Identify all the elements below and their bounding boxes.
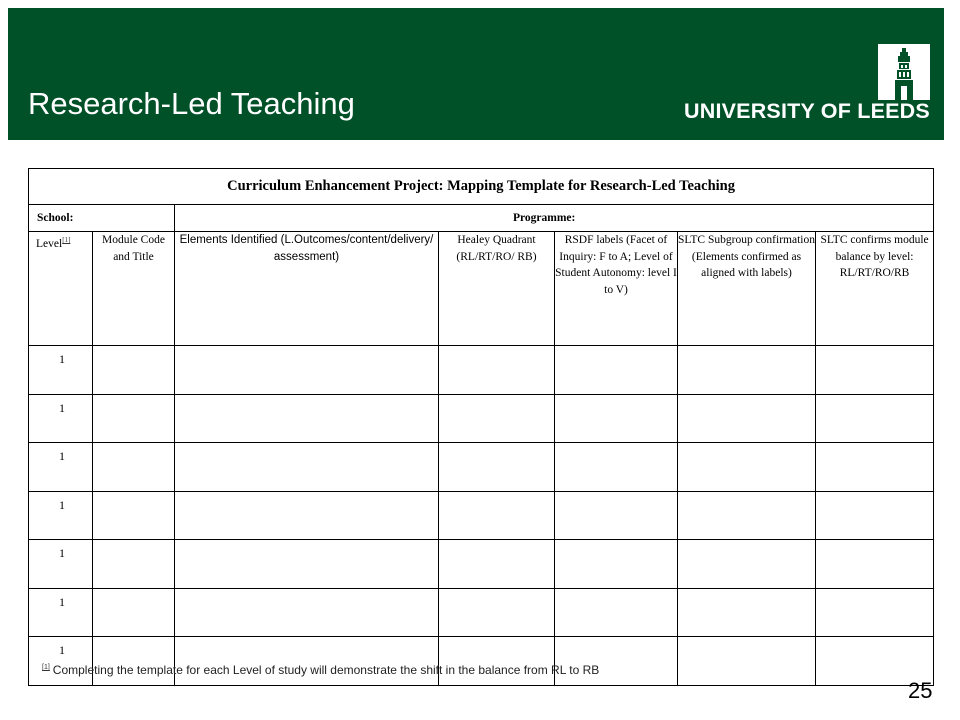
sltc-subgroup-cell bbox=[678, 394, 816, 443]
school-label: School: bbox=[29, 205, 175, 232]
module-cell bbox=[93, 443, 175, 492]
rsdf-cell bbox=[555, 588, 678, 637]
elements-cell bbox=[175, 637, 439, 686]
healey-cell bbox=[439, 491, 555, 540]
elements-cell bbox=[175, 491, 439, 540]
header-healey: Healey Quadrant (RL/RT/RO/ RB) bbox=[439, 232, 555, 346]
level-cell: 1 bbox=[29, 394, 93, 443]
level-cell: 1 bbox=[29, 637, 93, 686]
healey-cell bbox=[439, 443, 555, 492]
rsdf-cell bbox=[555, 637, 678, 686]
header-elements: Elements Identified (L.Outcomes/content/delivery/ assessment) bbox=[175, 232, 439, 346]
sltc-confirms-cell bbox=[816, 394, 934, 443]
sltc-confirms-cell bbox=[816, 346, 934, 395]
elements-cell bbox=[175, 540, 439, 589]
level-cell: 1 bbox=[29, 346, 93, 395]
footnote bbox=[42, 663, 599, 677]
sltc-confirms-cell bbox=[816, 491, 934, 540]
level-cell: 1 bbox=[29, 540, 93, 589]
elements-cell bbox=[175, 394, 439, 443]
table-row bbox=[29, 394, 934, 443]
table-row bbox=[29, 491, 934, 540]
module-cell bbox=[93, 588, 175, 637]
healey-cell bbox=[439, 394, 555, 443]
rsdf-cell bbox=[555, 540, 678, 589]
footnote-ref-link[interactable]: [1] bbox=[42, 664, 50, 671]
level-cell: 1 bbox=[29, 443, 93, 492]
footnote-text: Completing the template for each Level of study will demonstrate the shift in the balance from RL to RB bbox=[52, 663, 600, 677]
sltc-subgroup-cell bbox=[678, 491, 816, 540]
elements-cell bbox=[175, 588, 439, 637]
header-sltc-confirms: SLTC confirms module balance by level: RL/RT/RO/RB bbox=[816, 232, 934, 346]
module-cell bbox=[93, 346, 175, 395]
table-row bbox=[29, 346, 934, 395]
header-sltc-subgroup: SLTC Subgroup confirmation (Elements confirmed as aligned with labels) bbox=[678, 232, 816, 346]
header-module: Module Code and Title bbox=[93, 232, 175, 346]
university-wordmark: UNIVERSITY OF LEEDS bbox=[684, 99, 930, 123]
sltc-subgroup-cell bbox=[678, 637, 816, 686]
module-cell bbox=[93, 491, 175, 540]
sltc-subgroup-cell bbox=[678, 588, 816, 637]
header-banner bbox=[8, 8, 944, 140]
level-cell: 1 bbox=[29, 491, 93, 540]
header-rsdf: RSDF labels (Facet of Inquiry: F to A; Level of Student Autonomy: level I to V) bbox=[555, 232, 678, 346]
healey-cell bbox=[439, 346, 555, 395]
elements-cell bbox=[175, 346, 439, 395]
sltc-subgroup-cell bbox=[678, 540, 816, 589]
rsdf-cell bbox=[555, 394, 678, 443]
sltc-confirms-cell bbox=[816, 540, 934, 589]
sltc-confirms-cell bbox=[816, 588, 934, 637]
table-row bbox=[29, 637, 934, 686]
sltc-confirms-cell bbox=[816, 443, 934, 492]
page-number: 25 bbox=[908, 678, 933, 703]
table-caption: Curriculum Enhancement Project: Mapping Template for Research-Led Teaching bbox=[29, 169, 934, 205]
level-footnote-ref[interactable]: [1] bbox=[62, 236, 71, 244]
mapping-template-table bbox=[28, 168, 934, 686]
module-cell bbox=[93, 394, 175, 443]
healey-cell bbox=[439, 540, 555, 589]
healey-cell bbox=[439, 588, 555, 637]
table-row bbox=[29, 443, 934, 492]
rsdf-cell bbox=[555, 443, 678, 492]
rsdf-cell bbox=[555, 346, 678, 395]
sltc-subgroup-cell bbox=[678, 346, 816, 395]
university-logo-icon bbox=[878, 44, 930, 100]
module-cell bbox=[93, 540, 175, 589]
table-row bbox=[29, 540, 934, 589]
sltc-subgroup-cell bbox=[678, 443, 816, 492]
programme-label: Programme: bbox=[175, 205, 934, 232]
rsdf-cell bbox=[555, 491, 678, 540]
slide-title: Research-Led Teaching bbox=[28, 86, 355, 121]
elements-cell bbox=[175, 443, 439, 492]
module-cell bbox=[93, 637, 175, 686]
level-cell: 1 bbox=[29, 588, 93, 637]
table-row bbox=[29, 588, 934, 637]
header-level: Level[1] bbox=[29, 232, 93, 346]
healey-cell bbox=[439, 637, 555, 686]
